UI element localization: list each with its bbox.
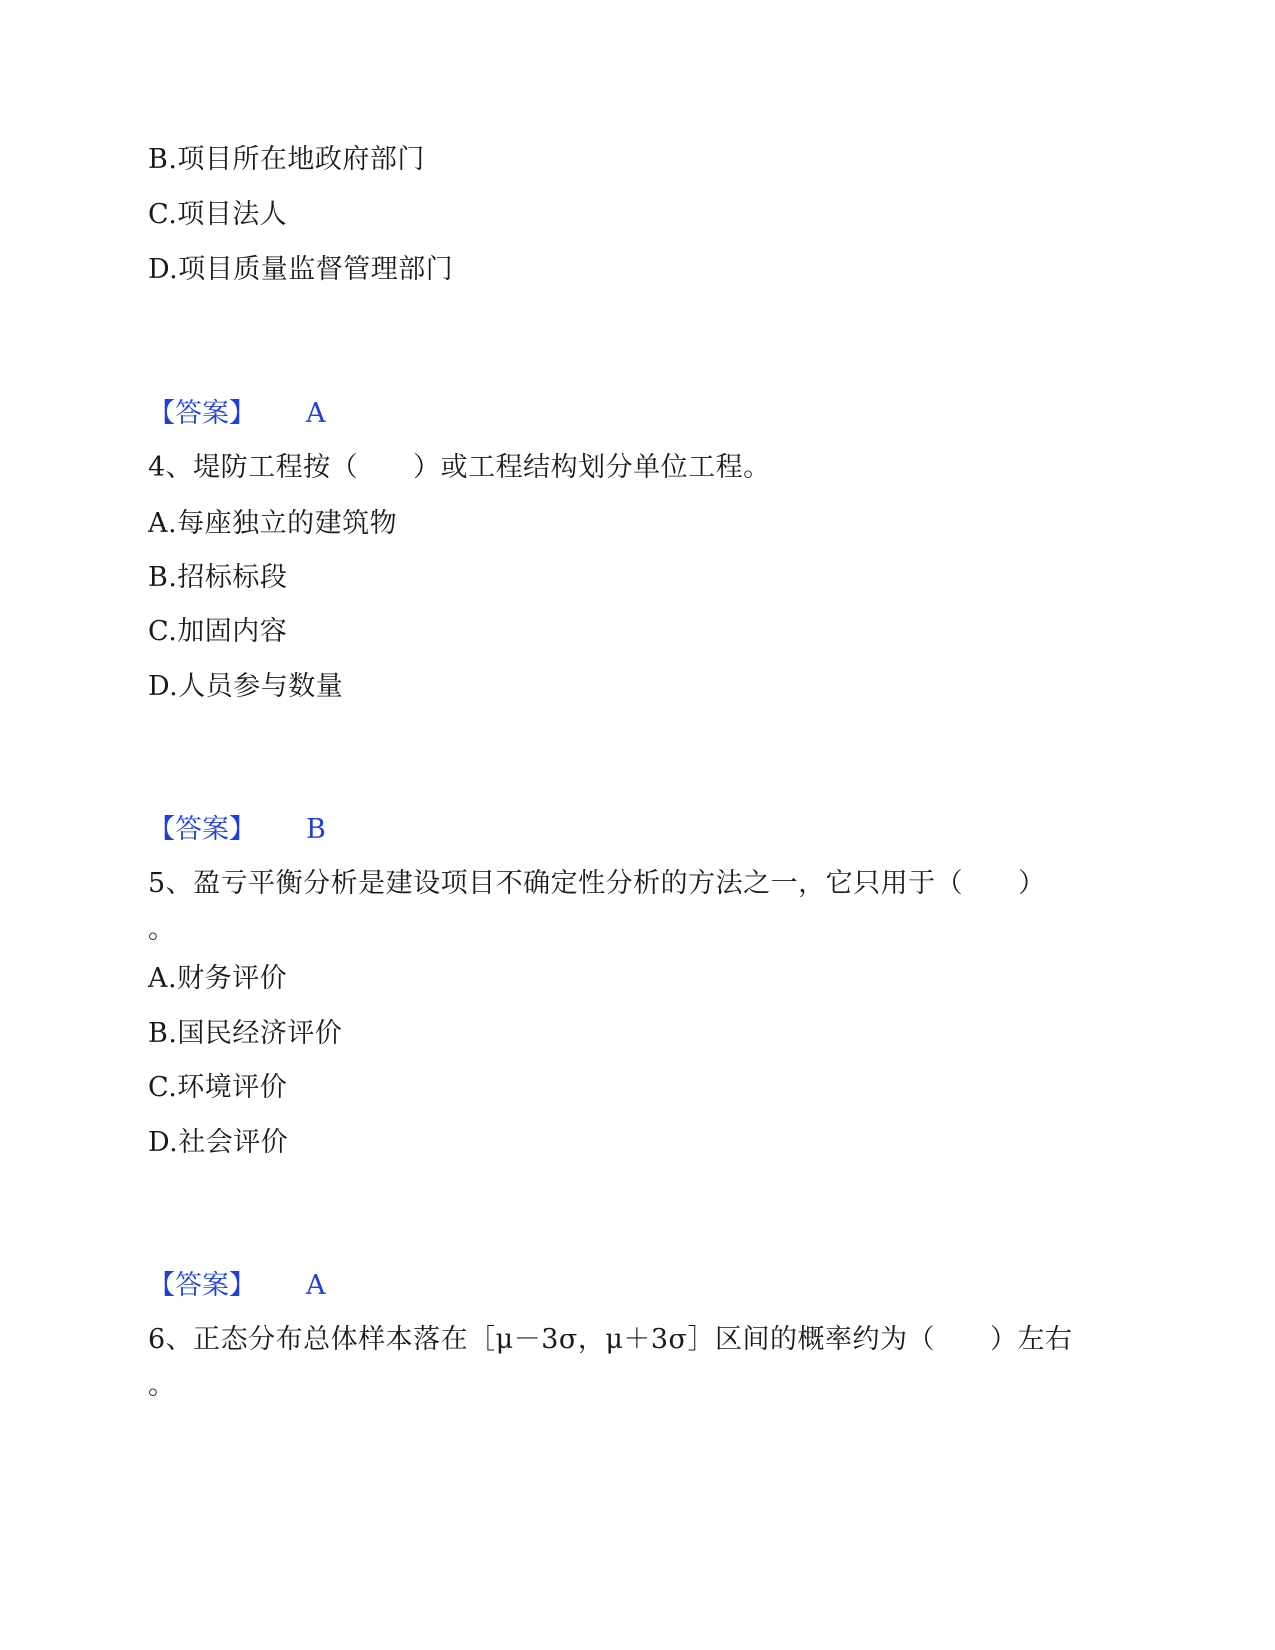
q4-option-a: A.每座独立的建筑物 xyxy=(148,508,398,539)
q3-option-d: D.项目质量监督管理部门 xyxy=(148,254,454,285)
q6-stem: 6、正态分布总体样本落在［μ－3σ，μ＋3σ］区间的概率约为（ ）左右 xyxy=(148,1324,1073,1355)
q4-option-b: B.招标标段 xyxy=(148,562,288,593)
q4-answer xyxy=(148,812,326,848)
q5-option-b: B.国民经济评价 xyxy=(148,1018,343,1049)
answer-label: 【答案】 xyxy=(148,814,256,845)
answer-label: 【答案】 xyxy=(148,398,256,429)
q5-option-d: D.社会评价 xyxy=(148,1127,289,1158)
q5-stem: 5、盈亏平衡分析是建设项目不确定性分析的方法之一，它只用于（ ） xyxy=(148,868,1046,899)
q5-answer xyxy=(148,1268,326,1304)
q3-option-b: B.项目所在地政府部门 xyxy=(148,144,425,175)
answer-value: A xyxy=(306,1270,326,1301)
q5-option-c: C.环境评价 xyxy=(148,1072,288,1103)
answer-label: 【答案】 xyxy=(148,1270,256,1301)
q5-option-a: A.财务评价 xyxy=(148,963,288,994)
q4-option-c: C.加固内容 xyxy=(148,616,288,647)
q3-option-c: C.项目法人 xyxy=(148,199,288,230)
q4-option-d: D.人员参与数量 xyxy=(148,671,344,702)
q3-answer xyxy=(148,396,326,432)
q4-stem: 4、堤防工程按（ ）或工程结构划分单位工程。 xyxy=(148,452,771,483)
q6-stem-continuation: 。 xyxy=(148,1370,176,1401)
q5-stem-continuation: 。 xyxy=(148,914,176,945)
answer-value: B xyxy=(306,814,326,845)
answer-value: A xyxy=(306,398,326,429)
